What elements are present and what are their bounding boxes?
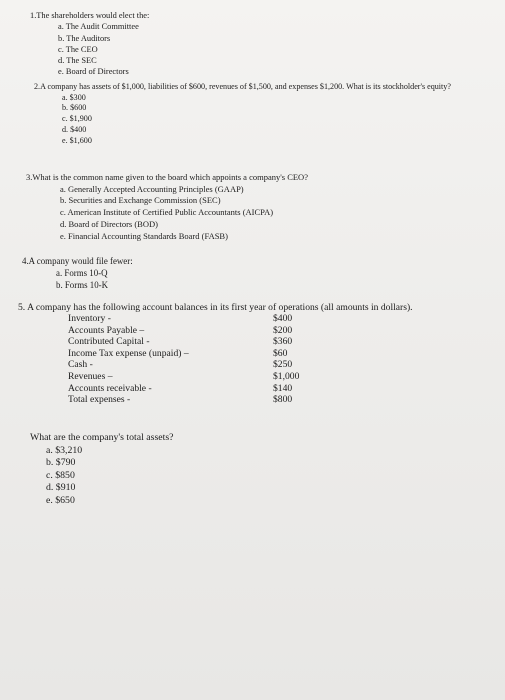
question-5-subquestion [30,432,174,507]
question-4 [22,256,133,291]
account-row [68,336,308,348]
option: c. $850 [46,469,75,481]
question-1-text: 1.The shareholders would elect the: [30,11,150,20]
option: b. Securities and Exchange Commission (SEC) [60,195,221,206]
question-5-question: What are the company's total assets? [30,432,174,443]
account-amount: $800 [273,394,293,406]
account-amount: $200 [273,324,293,336]
option: a. Generally Accepted Accounting Principles (GAAP) [60,183,244,194]
account-name: Revenues – [68,370,113,382]
option: b. The Auditors [58,33,111,43]
question-1-options [58,21,149,77]
option: d. $910 [46,482,76,493]
account-amount: $1,000 [273,370,300,382]
option: e. $1,600 [62,135,92,145]
account-row [68,383,308,395]
account-amount: $400 [273,313,293,324]
account-row [68,313,308,325]
account-row [68,394,308,406]
question-5-text: 5. A company has the following account balances in its first year of operations (all amounts in dollars). [18,302,413,313]
account-amount: $140 [273,382,293,394]
option: c. $1,900 [62,114,92,124]
question-3-options [60,184,308,243]
option: b. $600 [62,103,87,113]
account-row [68,348,308,360]
account-row [68,359,308,371]
account-name: Income Tax expense (unpaid) – [68,347,189,359]
account-amount: $60 [273,347,288,359]
option: a. $300 [62,92,86,102]
option: e. Board of Directors [58,67,129,77]
option: d. $400 [62,124,87,134]
account-name: Inventory - [68,313,111,324]
question-2-options [62,93,502,147]
question-2 [34,82,502,146]
account-row [68,325,308,337]
account-row [68,371,308,383]
option: d. The SEC [58,56,97,66]
option: b. $790 [46,457,76,468]
question-4-text: 4.A company would file fewer: [22,256,133,266]
question-4-options [56,268,133,292]
option: c. The CEO [58,44,98,54]
account-name: Cash - [68,359,93,371]
question-2-text: 2.A company has assets of $1,000, liabilities of $600, revenues of $1,500, and expenses $1,200. What is its stockholder's equity? [34,82,451,91]
question-5-options [46,445,174,508]
option: e. $650 [46,494,75,506]
account-amount: $360 [273,336,293,348]
option: c. American Institute of Certified Public Accountants (AICPA) [60,207,274,218]
question-1 [30,10,149,78]
option: e. Financial Accounting Standards Board (FASB) [60,230,228,241]
option: a. Forms 10-Q [56,267,108,278]
account-amount: $250 [273,359,293,371]
question-5 [18,302,413,314]
account-name: Contributed Capital - [68,336,150,348]
account-name: Accounts Payable – [68,324,145,336]
option: a. $3,210 [46,444,83,456]
question-3-text: 3.What is the common name given to the board which appoints a company's CEO? [26,172,308,182]
question-3 [26,172,308,242]
account-balances-table [68,313,308,406]
option: d. Board of Directors (BOD) [60,218,158,229]
account-name: Accounts receivable - [68,382,152,394]
option: a. The Audit Committee [58,22,139,32]
option: b. Forms 10-K [56,279,109,290]
account-name: Total expenses - [68,394,131,406]
